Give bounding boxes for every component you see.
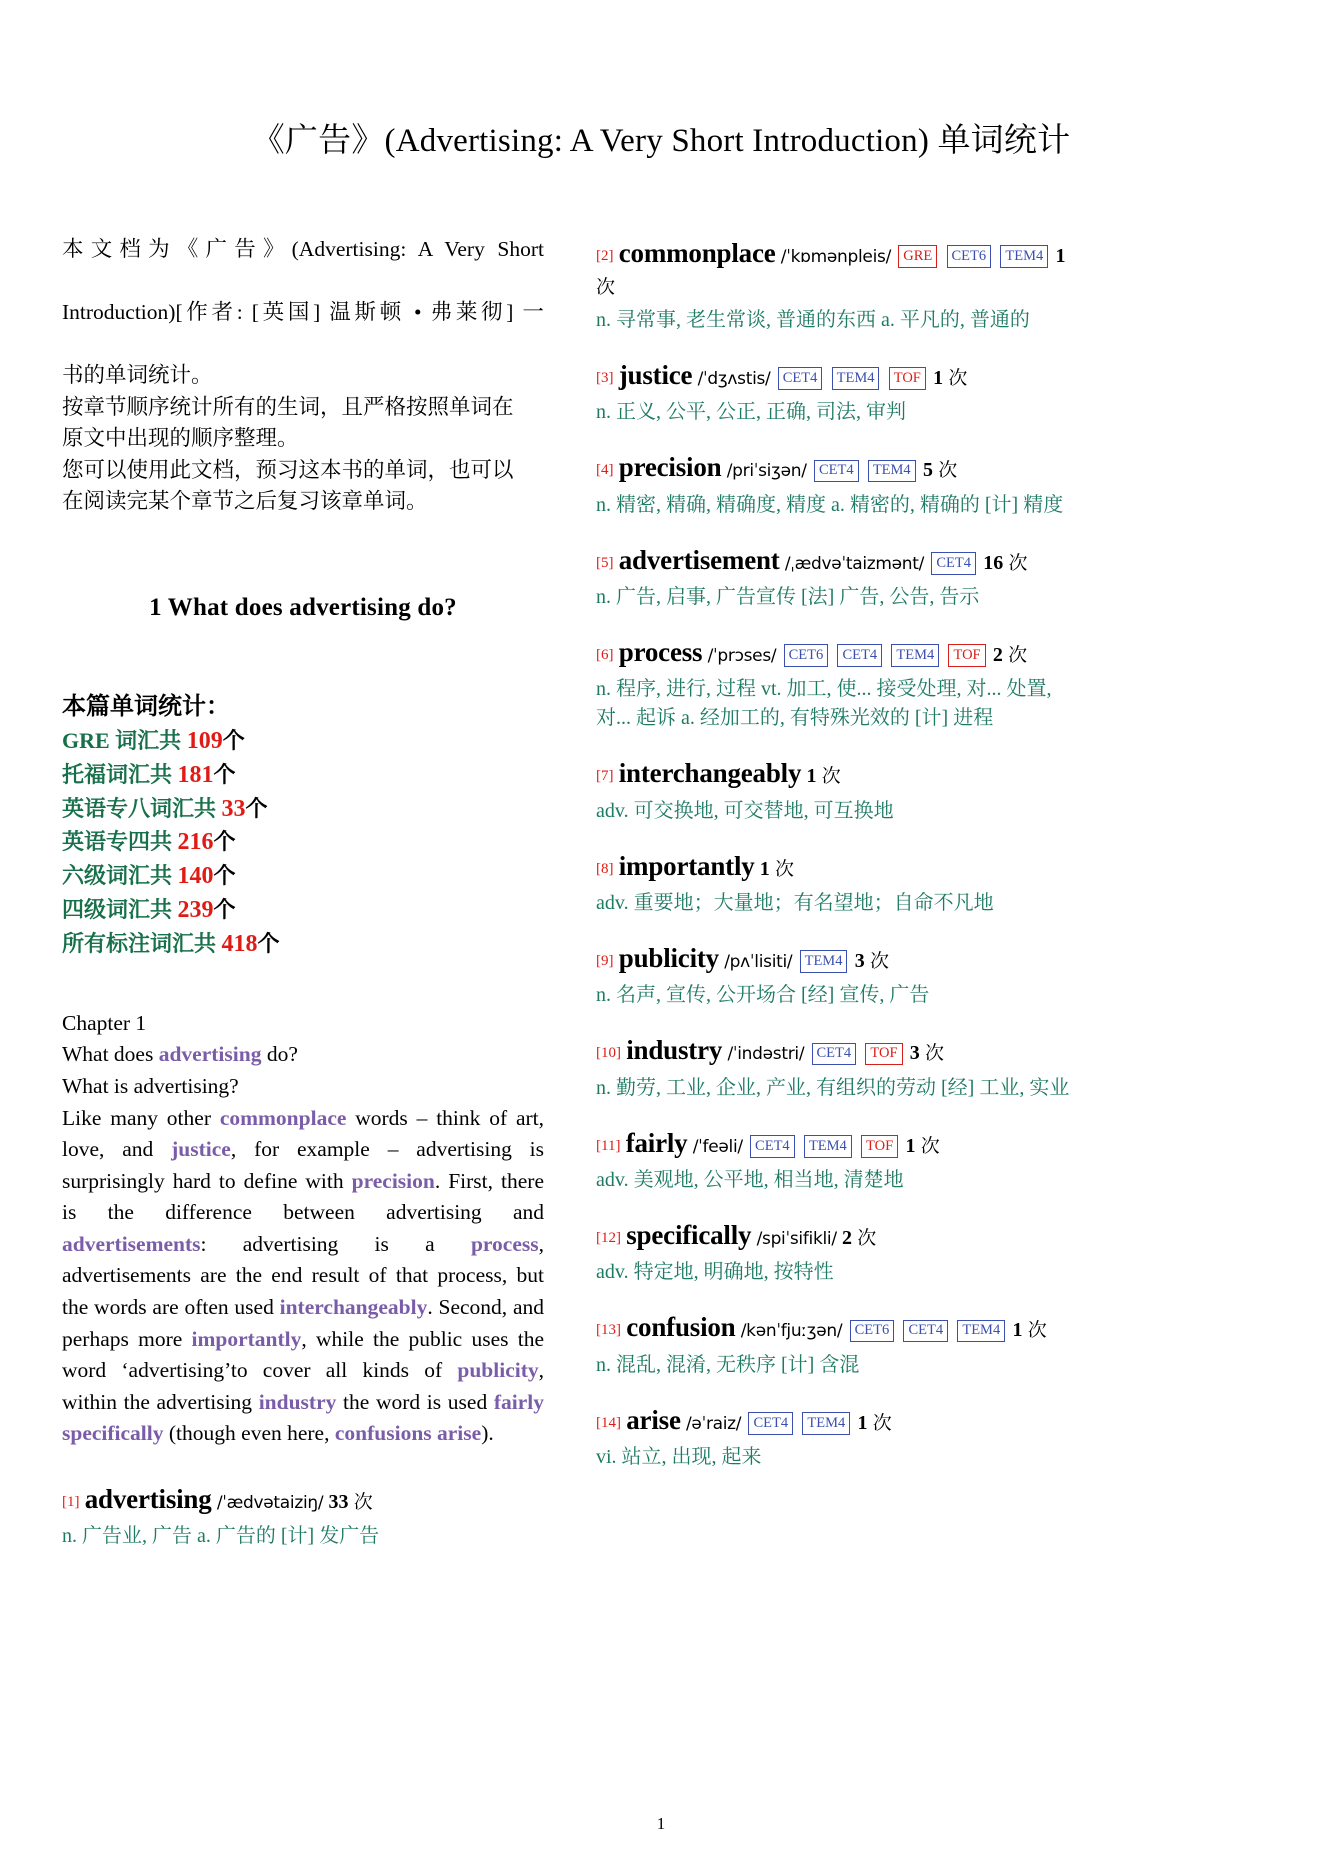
stats-row-label: 英语专八词汇共 xyxy=(62,795,222,821)
entry-count-unit: 次 xyxy=(596,276,616,298)
entry-count-unit: 次 xyxy=(925,1043,945,1065)
entry-count: 1 xyxy=(1055,244,1066,267)
exam-badge-cet4: CET4 xyxy=(814,460,859,483)
q1-before: What does xyxy=(62,1042,159,1067)
prose-text: are often used xyxy=(152,1295,280,1320)
entry-pronunciation: /ˈkɒmənpleis/ xyxy=(780,246,891,267)
page-title: 《广告》(Advertising: A Very Short Introduction) 单词统计 xyxy=(251,123,1071,159)
entry-count: 1 xyxy=(806,765,817,788)
intro-line-6: 您可以使用此文档，预习这本书的单词，也可以 xyxy=(62,457,514,482)
word-entry xyxy=(596,448,1078,519)
entry-count-unit: 次 xyxy=(1027,1320,1047,1342)
stats-row-value: 418 xyxy=(221,930,258,957)
stats-row-unit: 个 xyxy=(213,829,236,855)
entry-word: process xyxy=(618,636,703,667)
exam-badge-cet4: CET4 xyxy=(903,1320,948,1343)
highlighted-word: industry xyxy=(258,1389,337,1414)
word-entry xyxy=(596,1216,1078,1287)
entry-index: [11] xyxy=(596,1137,621,1154)
word-entry-header xyxy=(596,1216,1078,1254)
stats-row-label: GRE 词汇共 xyxy=(62,727,187,753)
entry-pronunciation: /spiˈsifikli/ xyxy=(756,1228,837,1249)
exam-badge-cet4: CET4 xyxy=(837,644,882,667)
word-entry xyxy=(596,1031,1078,1102)
entry-count-unit: 次 xyxy=(353,1492,373,1514)
q1-after: do? xyxy=(261,1042,298,1067)
entry-count: 2 xyxy=(842,1226,853,1249)
entry-pronunciation: /ˈfeəli/ xyxy=(692,1136,743,1157)
word-entry-header xyxy=(596,939,1078,977)
stats-row-unit: 个 xyxy=(213,863,236,889)
highlighted-word: precision xyxy=(351,1168,435,1193)
entry-count-unit: 次 xyxy=(872,1412,892,1434)
entry-definition: adv. 重要地；大量地；有名望地；自命不凡地 xyxy=(596,891,994,914)
prose-text: , within the advertising xyxy=(62,1358,545,1414)
stats-row-unit: 个 xyxy=(222,727,245,753)
exam-badge-cet6: CET6 xyxy=(850,1320,895,1343)
entry-word: arise xyxy=(626,1404,681,1435)
prose-text: with xyxy=(305,1168,352,1193)
entry-count-unit: 次 xyxy=(920,1135,940,1157)
entry-definition: vi. 站立, 出现, 起来 xyxy=(596,1445,762,1468)
stats-row-value: 239 xyxy=(177,897,214,924)
word-entry xyxy=(596,1401,1078,1472)
word-entry-header xyxy=(596,234,1078,302)
entry-index: [3] xyxy=(596,369,614,386)
entry-count: 1 xyxy=(857,1411,868,1434)
entry-word: importantly xyxy=(618,850,755,881)
stats-row xyxy=(62,793,544,827)
exam-badge-tof: TOF xyxy=(861,1135,898,1158)
chapter-question-1 xyxy=(62,1039,544,1071)
entry-count: 1 xyxy=(1012,1319,1023,1342)
two-column-layout xyxy=(0,234,1322,1573)
entry-index: [1] xyxy=(62,1494,80,1511)
entry-count-unit: 次 xyxy=(821,766,841,788)
prose-text: think of art, love, and xyxy=(62,1105,544,1162)
entry-count: 1 xyxy=(905,1134,916,1157)
word-entry-header xyxy=(62,1480,544,1518)
entry-count-unit: 次 xyxy=(948,367,968,389)
prose-text: uses the word ‘advertising’to cover all kinds of xyxy=(62,1326,544,1383)
stats-row-label: 托福词汇共 xyxy=(62,761,178,787)
entry-index: [7] xyxy=(596,768,614,785)
word-entry xyxy=(596,356,1078,427)
stats-row xyxy=(62,860,544,894)
left-column xyxy=(62,234,544,1573)
word-entry xyxy=(596,754,1078,825)
entry-word: justice xyxy=(618,359,693,390)
intro-line-2: Introduction)[作者: [英国] 温斯顿 • 弗莱彻] 一 xyxy=(62,299,544,324)
prose-text: between advertising and xyxy=(283,1200,545,1225)
prose-text: . Second, and xyxy=(427,1295,544,1320)
word-entry-header xyxy=(596,1308,1078,1346)
stats-row-unit: 个 xyxy=(245,795,268,821)
entry-pronunciation: /ˈindəstri/ xyxy=(727,1044,805,1065)
exam-badge-cet4: CET4 xyxy=(778,367,823,390)
entry-pronunciation: /pʌˈlisiti/ xyxy=(724,951,793,972)
prose-text: words – xyxy=(346,1105,428,1130)
entry-index: [8] xyxy=(596,860,614,877)
entry-index: [9] xyxy=(596,952,614,969)
exam-badge-cet4: CET4 xyxy=(748,1412,793,1435)
exam-badge-tem4: TEM4 xyxy=(832,367,880,390)
word-entry xyxy=(596,939,1078,1010)
highlighted-word: publicity xyxy=(457,1358,539,1383)
entry-pronunciation: /ˈprɔses/ xyxy=(707,645,777,666)
prose-text: , advertisements are xyxy=(62,1231,544,1288)
highlighted-word: process xyxy=(470,1231,539,1256)
entry-pronunciation: /ˈædvətaiziŋ/ xyxy=(216,1493,324,1514)
prose-text: Like many other xyxy=(62,1105,220,1130)
word-entry xyxy=(596,234,1078,335)
entry-word: specifically xyxy=(626,1219,752,1250)
entry-index: [10] xyxy=(596,1045,621,1062)
stats-row-value: 140 xyxy=(177,863,214,890)
entry-definition: n. 正义, 公平, 公正, 正确, 司法, 审判 xyxy=(596,401,906,424)
entry-definition: n. 程序, 进行, 过程 vt. 加工, 使... 接受处理, 对... 处置, 对... 起诉 a. 经加工的, 有特殊光效的 [计] 进程 xyxy=(596,678,1052,730)
entry-count-unit: 次 xyxy=(775,858,795,880)
word-entry-header xyxy=(596,356,1078,394)
entry-word: advertising xyxy=(84,1484,212,1515)
exam-badge-cet4: CET4 xyxy=(750,1135,795,1158)
highlighted-word: interchangeably xyxy=(279,1295,428,1320)
highlighted-word: importantly xyxy=(191,1326,302,1351)
word-entry-header xyxy=(596,448,1078,486)
entry-definition: n. 勤劳, 工业, 企业, 产业, 有组织的劳动 [经] 工业, 实业 xyxy=(596,1076,1070,1099)
exam-badge-tem4: TEM4 xyxy=(802,1412,850,1435)
entry-definition: n. 广告业, 广告 a. 广告的 [计] 发广告 xyxy=(62,1525,380,1548)
stats-row-value: 109 xyxy=(186,727,223,754)
exam-badge-cet6: CET6 xyxy=(947,245,992,268)
entry-definition: adv. 特定地, 明确地, 按特性 xyxy=(596,1261,834,1284)
entry-count-unit: 次 xyxy=(1008,644,1028,666)
entry-count: 3 xyxy=(909,1042,920,1065)
intro-paragraph xyxy=(62,234,544,518)
exam-badge-cet4: CET4 xyxy=(812,1043,857,1066)
entry-count-unit: 次 xyxy=(857,1227,877,1249)
q1-highlight: advertising xyxy=(158,1042,262,1067)
stats-row-value: 33 xyxy=(221,795,246,822)
stats-row-unit: 个 xyxy=(213,761,236,787)
highlighted-word: confusions arise xyxy=(334,1421,482,1446)
entry-count-unit: 次 xyxy=(1008,552,1028,574)
word-entry xyxy=(596,847,1078,918)
word-entry xyxy=(596,1308,1078,1379)
prose-text: perhaps more xyxy=(62,1326,192,1351)
stats-title: 本篇单词统计： xyxy=(62,693,230,720)
prose-text: , while the public xyxy=(301,1326,463,1351)
prose-text: word is used xyxy=(375,1389,494,1414)
entry-count: 33 xyxy=(328,1491,349,1514)
stats-row-value: 216 xyxy=(177,829,214,856)
stats-row-value: 181 xyxy=(177,761,214,788)
word-entry-header xyxy=(596,1031,1078,1069)
stats-row-label: 英语专四共 xyxy=(62,829,178,855)
stats-row xyxy=(62,759,544,793)
highlighted-word: fairly specifically xyxy=(62,1389,544,1446)
entry-definition: n. 名声, 宣传, 公开场合 [经] 宣传, 广告 xyxy=(596,984,930,1007)
entry-definition: n. 混乱, 混淆, 无秩序 [计] 含混 xyxy=(596,1353,860,1376)
entry-count-unit: 次 xyxy=(869,950,889,972)
prose-text: – advertising is surprisingly hard to define xyxy=(62,1137,545,1193)
stats-row-label: 六级词汇共 xyxy=(62,863,178,889)
word-entry xyxy=(62,1480,544,1551)
prose-text: (though even xyxy=(163,1421,282,1446)
entry-count: 16 xyxy=(983,551,1004,574)
highlighted-word: advertisements xyxy=(62,1231,201,1256)
entry-count: 3 xyxy=(854,949,865,972)
exam-badge-tem4: TEM4 xyxy=(1000,245,1048,268)
chapter-body xyxy=(62,1008,544,1450)
entry-count: 2 xyxy=(992,643,1003,666)
entry-word: advertisement xyxy=(618,544,780,575)
stats-row-label: 四级词汇共 xyxy=(62,897,178,923)
chapter-prose xyxy=(62,1103,544,1451)
stats-row xyxy=(62,725,544,759)
page-number: 1 xyxy=(656,1814,666,1833)
entry-definition: n. 寻常事, 老生常谈, 普通的东西 a. 平凡的, 普通的 xyxy=(596,308,1030,331)
exam-badge-tof: TOF xyxy=(865,1043,902,1066)
prose-text: the xyxy=(336,1389,370,1414)
entry-definition: n. 广告, 启事, 广告宣传 [法] 广告, 公告, 告示 xyxy=(596,585,980,608)
entry-pronunciation: /kənˈfjuːʒən/ xyxy=(740,1321,843,1342)
exam-badge-tof: TOF xyxy=(948,644,985,667)
entry-index: [4] xyxy=(596,462,614,479)
exam-badge-tem4: TEM4 xyxy=(868,460,916,483)
intro-line-7: 在阅读完某个章节之后复习该章单词。 xyxy=(62,489,428,514)
intro-line-4: 按章节顺序统计所有的生词，且严格按照单词在 xyxy=(62,394,514,419)
entry-count: 1 xyxy=(933,366,944,389)
entry-index: [14] xyxy=(596,1414,621,1431)
chapter-question-2: What is advertising? xyxy=(62,1073,239,1098)
exam-badge-cet4: CET4 xyxy=(931,552,976,575)
word-entry xyxy=(596,1124,1078,1195)
prose-text: here, xyxy=(287,1421,335,1446)
exam-badge-tof: TOF xyxy=(889,367,926,390)
word-entry-header xyxy=(596,541,1078,579)
chapter-label: Chapter 1 xyxy=(62,1010,147,1035)
entry-word: interchangeably xyxy=(618,758,802,789)
entry-word: confusion xyxy=(626,1312,736,1343)
highlighted-word: justice xyxy=(171,1137,231,1162)
entry-count: 1 xyxy=(759,857,770,880)
entry-word: publicity xyxy=(618,942,719,973)
word-entry-header xyxy=(596,847,1078,885)
section-heading: 1 What does advertising do? xyxy=(149,593,457,621)
entry-definition: adv. 可交换地, 可交替地, 可互换地 xyxy=(596,799,894,822)
stats-row xyxy=(62,826,544,860)
right-column xyxy=(596,234,1078,1493)
stats-row xyxy=(62,928,544,962)
entry-index: [2] xyxy=(596,247,614,264)
entry-index: [5] xyxy=(596,554,614,571)
entry-word: commonplace xyxy=(618,237,776,268)
prose-text: . First, there is the difference xyxy=(62,1168,544,1225)
entry-word: precision xyxy=(618,452,722,483)
stats-row-unit: 个 xyxy=(257,930,280,956)
word-entry xyxy=(596,541,1078,612)
exam-badge-tem4: TEM4 xyxy=(957,1320,1005,1343)
entry-word: industry xyxy=(626,1035,723,1066)
word-entry-header xyxy=(596,1124,1078,1162)
entry-index: [13] xyxy=(596,1322,621,1339)
exam-badge-cet6: CET6 xyxy=(784,644,829,667)
exam-badge-tem4: TEM4 xyxy=(891,644,939,667)
exam-badge-gre: GRE xyxy=(898,245,937,268)
entry-pronunciation: /priˈsiʒən/ xyxy=(726,461,807,482)
highlighted-word: commonplace xyxy=(219,1105,347,1130)
stats-row-unit: 个 xyxy=(213,897,236,923)
stats-list xyxy=(62,725,544,962)
entries-right xyxy=(596,234,1078,1472)
exam-badge-tem4: TEM4 xyxy=(800,950,848,973)
entry-definition: n. 精密, 精确, 精确度, 精度 a. 精密的, 精确的 [计] 精度 xyxy=(596,493,1064,516)
intro-line-5: 原文中出现的顺序整理。 xyxy=(62,426,299,451)
entry-index: [6] xyxy=(596,646,614,663)
prose-text: the end result of that process, but the words xyxy=(62,1263,544,1320)
entry-pronunciation: /əˈraiz/ xyxy=(685,1413,742,1434)
word-entry-header xyxy=(596,633,1078,671)
stats-row xyxy=(62,894,544,928)
entry-pronunciation: /ˌædvəˈtaizmənt/ xyxy=(784,553,925,574)
entry-index: [12] xyxy=(596,1229,621,1246)
intro-line-1: 本文档为《广告》(Advertising: A Very Short xyxy=(62,236,544,261)
intro-line-3: 书的单词统计。 xyxy=(62,362,213,387)
word-entry-header xyxy=(596,1401,1078,1439)
prose-text: : xyxy=(200,1231,207,1256)
entry-pronunciation: /ˈdʒʌstis/ xyxy=(697,368,771,389)
stats-row-label: 所有标注词汇共 xyxy=(62,930,222,956)
prose-text: ). xyxy=(481,1421,494,1446)
word-entry-header xyxy=(596,754,1078,792)
word-entry xyxy=(596,633,1078,733)
exam-badge-tem4: TEM4 xyxy=(804,1135,852,1158)
entry-count: 5 xyxy=(922,459,933,482)
entry-definition: adv. 美观地, 公平地, 相当地, 清楚地 xyxy=(596,1168,904,1191)
entries-left xyxy=(62,1480,544,1551)
prose-text: advertising is a xyxy=(242,1231,471,1256)
entry-count-unit: 次 xyxy=(938,460,958,482)
prose-text: , for example xyxy=(230,1137,370,1162)
entry-word: fairly xyxy=(625,1127,688,1158)
